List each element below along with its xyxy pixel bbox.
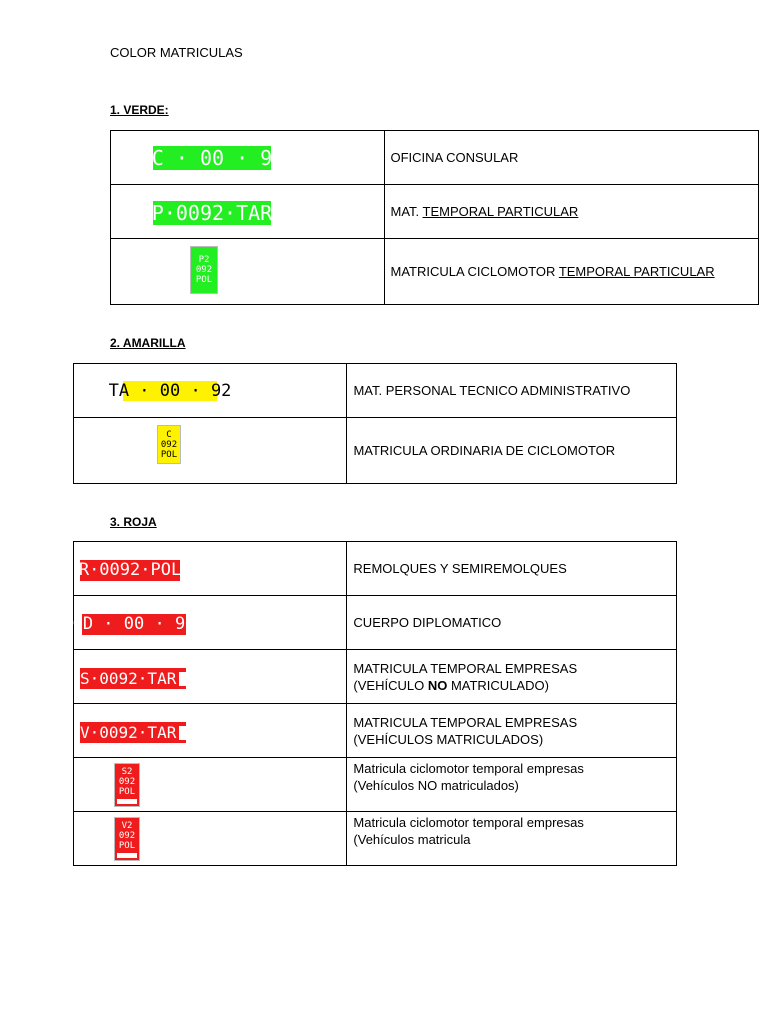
plate-description [347, 704, 677, 758]
moped-plate-image [114, 763, 140, 807]
plate-description [347, 812, 677, 866]
plate-sticker-icon [179, 672, 186, 686]
table-row [74, 418, 677, 484]
plate-line: 092 [118, 776, 136, 787]
section-heading-roja: 3. ROJA [110, 515, 157, 529]
plate-line: 092 [160, 439, 178, 450]
plate-description: MATRICULA ORDINARIA DE CICLOMOTOR [347, 418, 677, 484]
table-row [74, 650, 677, 704]
page-title: COLOR MATRICULAS [110, 45, 243, 60]
section-heading-verde: 1. VERDE: [110, 103, 169, 117]
roja-table [73, 541, 677, 866]
plate-description: OFICINA CONSULAR [384, 131, 759, 185]
plate-cell [111, 131, 385, 185]
plate-description [384, 185, 759, 239]
amarilla-table [73, 363, 677, 484]
description-text: MAT. [390, 204, 423, 219]
table-row [74, 596, 677, 650]
plate-cell [74, 542, 347, 596]
description-bold: NO [427, 677, 448, 693]
license-plate-image: CD · 00 · 92 [72, 614, 196, 634]
table-row [111, 131, 759, 185]
moped-plate-image [157, 425, 181, 464]
plate-line: POL [118, 786, 136, 797]
license-plate-image [80, 722, 186, 743]
plate-line: 092 [118, 830, 136, 841]
plate-cell [74, 758, 347, 812]
plate-line: C [166, 429, 172, 440]
table-row [111, 185, 759, 239]
table-row [74, 364, 677, 418]
plate-description [347, 758, 677, 812]
license-plate-image: R·0092·POL [78, 560, 182, 580]
plate-text: V·0092·TAR [80, 722, 177, 742]
license-plate-image: TA · 00 · 92 [108, 380, 232, 401]
plate-line: POL [160, 449, 178, 460]
plate-line: 092 [195, 265, 213, 275]
plate-description: CUERPO DIPLOMATICO [347, 596, 677, 650]
plate-line: POL [118, 840, 136, 851]
verde-table [110, 130, 759, 305]
description-line: MATRICULA TEMPORAL EMPRESAS [353, 714, 578, 730]
description-text: MATRICULA CICLOMOTOR [390, 264, 559, 279]
plate-line: S2 [121, 766, 133, 777]
table-row [74, 812, 677, 866]
plate-cell [74, 418, 347, 484]
description-text: MATRICULADO) [447, 677, 549, 693]
plate-sticker-icon [179, 726, 186, 740]
plate-cell [74, 650, 347, 704]
license-plate-image [80, 668, 186, 689]
license-plate-image: P·0092·TAR [151, 201, 273, 225]
description-line: Matricula ciclomotor temporal empresas [353, 761, 584, 776]
plate-cell [74, 364, 347, 418]
description-line: (VEHÍCULOS MATRICULADOS) [353, 731, 544, 747]
plate-cell [74, 704, 347, 758]
moped-plate-image [190, 246, 218, 294]
table-row [111, 239, 759, 305]
table-row [74, 758, 677, 812]
description-line [353, 677, 676, 694]
description-underlined: TEMPORAL PARTICULAR [422, 204, 579, 219]
description-line: Matricula ciclomotor temporal empresas [353, 815, 584, 830]
table-row [74, 704, 677, 758]
description-line: MATRICULA TEMPORAL EMPRESAS [353, 660, 578, 676]
description-line: (Vehículos matricula [353, 832, 471, 847]
plate-line: P2 [198, 255, 210, 265]
section-heading-amarilla: 2. AMARILLA [110, 336, 186, 350]
plate-description [347, 650, 677, 704]
plate-line: POL [195, 275, 213, 285]
plate-cell [74, 812, 347, 866]
moped-plate-image [114, 817, 140, 861]
plate-strip-icon [117, 853, 137, 858]
description-line: (Vehículos NO matriculados) [353, 778, 519, 793]
plate-description: MAT. PERSONAL TECNICO ADMINISTRATIVO [347, 364, 677, 418]
plate-strip-icon [117, 799, 137, 804]
plate-cell [111, 239, 385, 305]
description-underlined: TEMPORAL PARTICULAR [558, 264, 715, 279]
plate-cell [74, 596, 347, 650]
description-text: (VEHÍCULO [353, 677, 428, 693]
plate-description [384, 239, 759, 305]
plate-line: V2 [121, 820, 133, 831]
license-plate-image: CC · 00 · 92 [139, 146, 285, 170]
plate-description: REMOLQUES Y SEMIREMOLQUES [347, 542, 677, 596]
plate-text: S·0092·TAR [80, 668, 177, 688]
table-row [74, 542, 677, 596]
plate-cell [111, 185, 385, 239]
